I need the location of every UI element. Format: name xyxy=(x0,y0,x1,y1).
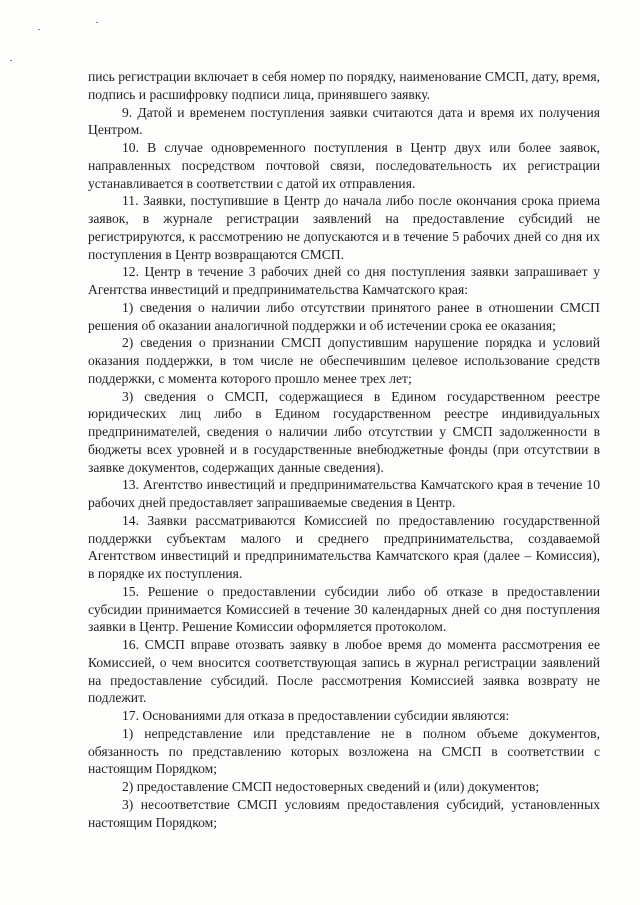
paragraph-9: 9. Датой и временем поступления заявки считаются дата и время их получения Центром. xyxy=(88,104,600,138)
paragraph-17-item-3: 3) несоответствие СМСП условиям предоставления субсидий, установленных настоящим Порядком; xyxy=(88,796,600,830)
paragraph-12: 12. Центр в течение 3 рабочих дней со дня поступления заявки запрашивает у Агентства инвестиций и предпринимательства Камчатского края: xyxy=(88,264,600,297)
scan-speck xyxy=(96,22,98,23)
paragraph-12-item-1: 1) сведения о наличии либо отсутствии принятого ранее в отношении СМСП решения об оказании аналогичной поддержки и об истечении срока ее оказания; xyxy=(88,299,600,333)
paragraph-17-item-1: 1) непредставление или представление не в полном объеме документов, обязанность по представлению которых возложена на СМСП в соответствии с настоящим Порядком; xyxy=(88,725,600,777)
paragraph-15: 15. Решение о предоставлении субсидии либо об отказе в предоставлении субсидии принимается Комиссией в течение 30 календарных дней со дня поступления заявки в Центр. Решение Комиссии оформляется протоколом. xyxy=(88,583,600,635)
paragraph-10: 10. В случае одновременного поступления в Центр двух или более заявок, направленных посредством почтовой связи, последовательность их регистрации устанавливается в соответствии с датой их отправления. xyxy=(88,140,600,191)
paragraph-13: 13. Агентство инвестиций и предпринимательства Камчатского края в течение 10 рабочих дней предоставляет запрашиваемые сведения в Центр. xyxy=(88,477,600,510)
paragraph-17-item-2: 2) предоставление СМСП недостоверных сведений и (или) документов; xyxy=(122,779,540,794)
paragraph-16: 16. СМСП вправе отозвать заявку в любое время до момента рассмотрения ее Комиссией, о чем вносится соответствующая запись в журнал регистрации заявлений на предоставление субсидий. После рассмотрения Комиссией заявка возврату не подлежит. xyxy=(88,637,600,706)
paragraph-17: 17. Основаниями для отказа в предоставлении субсидии являются: xyxy=(122,708,510,723)
paragraph-14: 14. Заявки рассматриваются Комиссией по предоставлению государственной поддержки субъектам малого и среднего предпринимательства, создаваемой Агентством инвестиций и предпринимательства Камчатского края (далее – Комиссия), в порядке их поступления. xyxy=(88,512,600,581)
document-body xyxy=(88,68,600,831)
paragraph-continuation: пись регистрации включает в себя номер по порядку, наименование СМСП, дату, время, подпись и расшифровку подписи лица, принявшего заявку. xyxy=(88,69,600,102)
paragraph-12-item-2: 2) сведения о признании СМСП допустившим нарушение порядка и условий оказания поддержки, в том числе не обеспечившим целевое использование средств поддержки, с момента которого прошло менее трех лет; xyxy=(88,335,600,386)
paragraph-12-item-3: 3) сведения о СМСП, содержащиеся в Едином государственном реестре юридических лиц либо в Едином государственном реестре индивидуальных предпринимателей, сведения о наличии либо отсутствии у СМСП задолженности в бюджеты всех уровней и в государственные внебюджетные фонды (при отсутствии в заявке документов, содержащих данные сведения). xyxy=(88,388,600,475)
scan-speck xyxy=(10,60,12,61)
scan-speck xyxy=(38,29,40,30)
paragraph-11: 11. Заявки, поступившие в Центр до начала либо после окончания срока приема заявок, в журнале регистрации заявлений на предоставление субсидий не регистрируются, к рассмотрению не допускаются и в течение 5 рабочих дней со дня их поступления в Центр возвращаются СМСП. xyxy=(88,193,600,262)
